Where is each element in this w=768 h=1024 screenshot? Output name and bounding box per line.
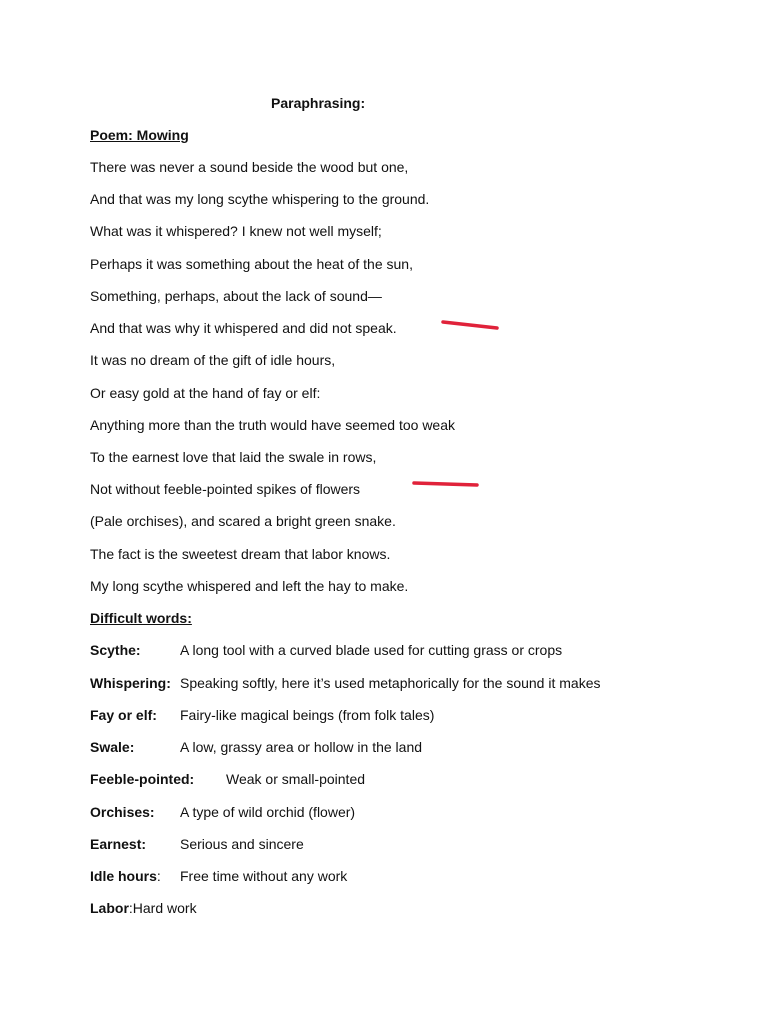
difficult-words-heading: Difficult words: bbox=[90, 610, 192, 626]
poem-line: The fact is the sweetest dream that labor knows. bbox=[90, 546, 391, 562]
word-definition: A low, grassy area or hollow in the land bbox=[180, 739, 423, 755]
word-term: Swale: bbox=[90, 739, 135, 755]
word-term: Orchises: bbox=[90, 804, 155, 820]
poem-line: Anything more than the truth would have seemed too weak bbox=[90, 417, 455, 433]
poem-line: There was never a sound beside the wood but one, bbox=[90, 159, 409, 175]
word-definition: Weak or small-pointed bbox=[226, 771, 366, 787]
page-title: Paraphrasing: bbox=[271, 95, 366, 111]
word-term-colon: : bbox=[156, 868, 161, 884]
poem-line: My long scythe whispered and left the hay to make. bbox=[90, 578, 409, 594]
word-definition: Serious and sincere bbox=[180, 836, 304, 852]
poem-line: It was no dream of the gift of idle hours, bbox=[90, 352, 336, 368]
word-term: Earnest: bbox=[90, 836, 147, 852]
word-term: Feeble-pointed: bbox=[90, 771, 195, 787]
word-definition: Fairy-like magical beings (from folk tales) bbox=[180, 707, 435, 723]
red-underline-mark bbox=[443, 322, 497, 328]
poem-line: (Pale orchises), and scared a bright green snake. bbox=[90, 513, 396, 529]
word-term: Idle hours bbox=[90, 868, 157, 884]
poem-line: Perhaps it was something about the heat of the sun, bbox=[90, 256, 413, 272]
poem-line: Not without feeble-pointed spikes of flowers bbox=[90, 481, 361, 497]
word-term-colon: : bbox=[128, 900, 133, 916]
word-term: Scythe: bbox=[90, 642, 141, 658]
word-definition: A long tool with a curved blade used for cutting grass or crops bbox=[180, 642, 563, 658]
word-term: Fay or elf: bbox=[90, 707, 157, 723]
poem-line: And that was why it whispered and did not speak. bbox=[90, 320, 397, 336]
word-definition: A type of wild orchid (flower) bbox=[180, 804, 356, 820]
red-underline-mark bbox=[414, 483, 477, 485]
word-definition: Free time without any work bbox=[180, 868, 348, 884]
poem-line: And that was my long scythe whispering to the ground. bbox=[90, 191, 430, 207]
word-definition: Hard work bbox=[132, 900, 197, 916]
poem-heading: Poem: Mowing bbox=[90, 127, 189, 143]
poem-line: To the earnest love that laid the swale in rows, bbox=[90, 449, 377, 465]
poem-line: Something, perhaps, about the lack of sound— bbox=[90, 288, 382, 304]
word-definition: Speaking softly, here it’s used metaphorically for the sound it makes bbox=[180, 675, 601, 691]
word-term: Labor bbox=[90, 900, 129, 916]
word-term: Whispering: bbox=[90, 675, 171, 691]
poem-line: What was it whispered? I knew not well myself; bbox=[90, 223, 382, 239]
poem-line: Or easy gold at the hand of fay or elf: bbox=[90, 385, 321, 401]
